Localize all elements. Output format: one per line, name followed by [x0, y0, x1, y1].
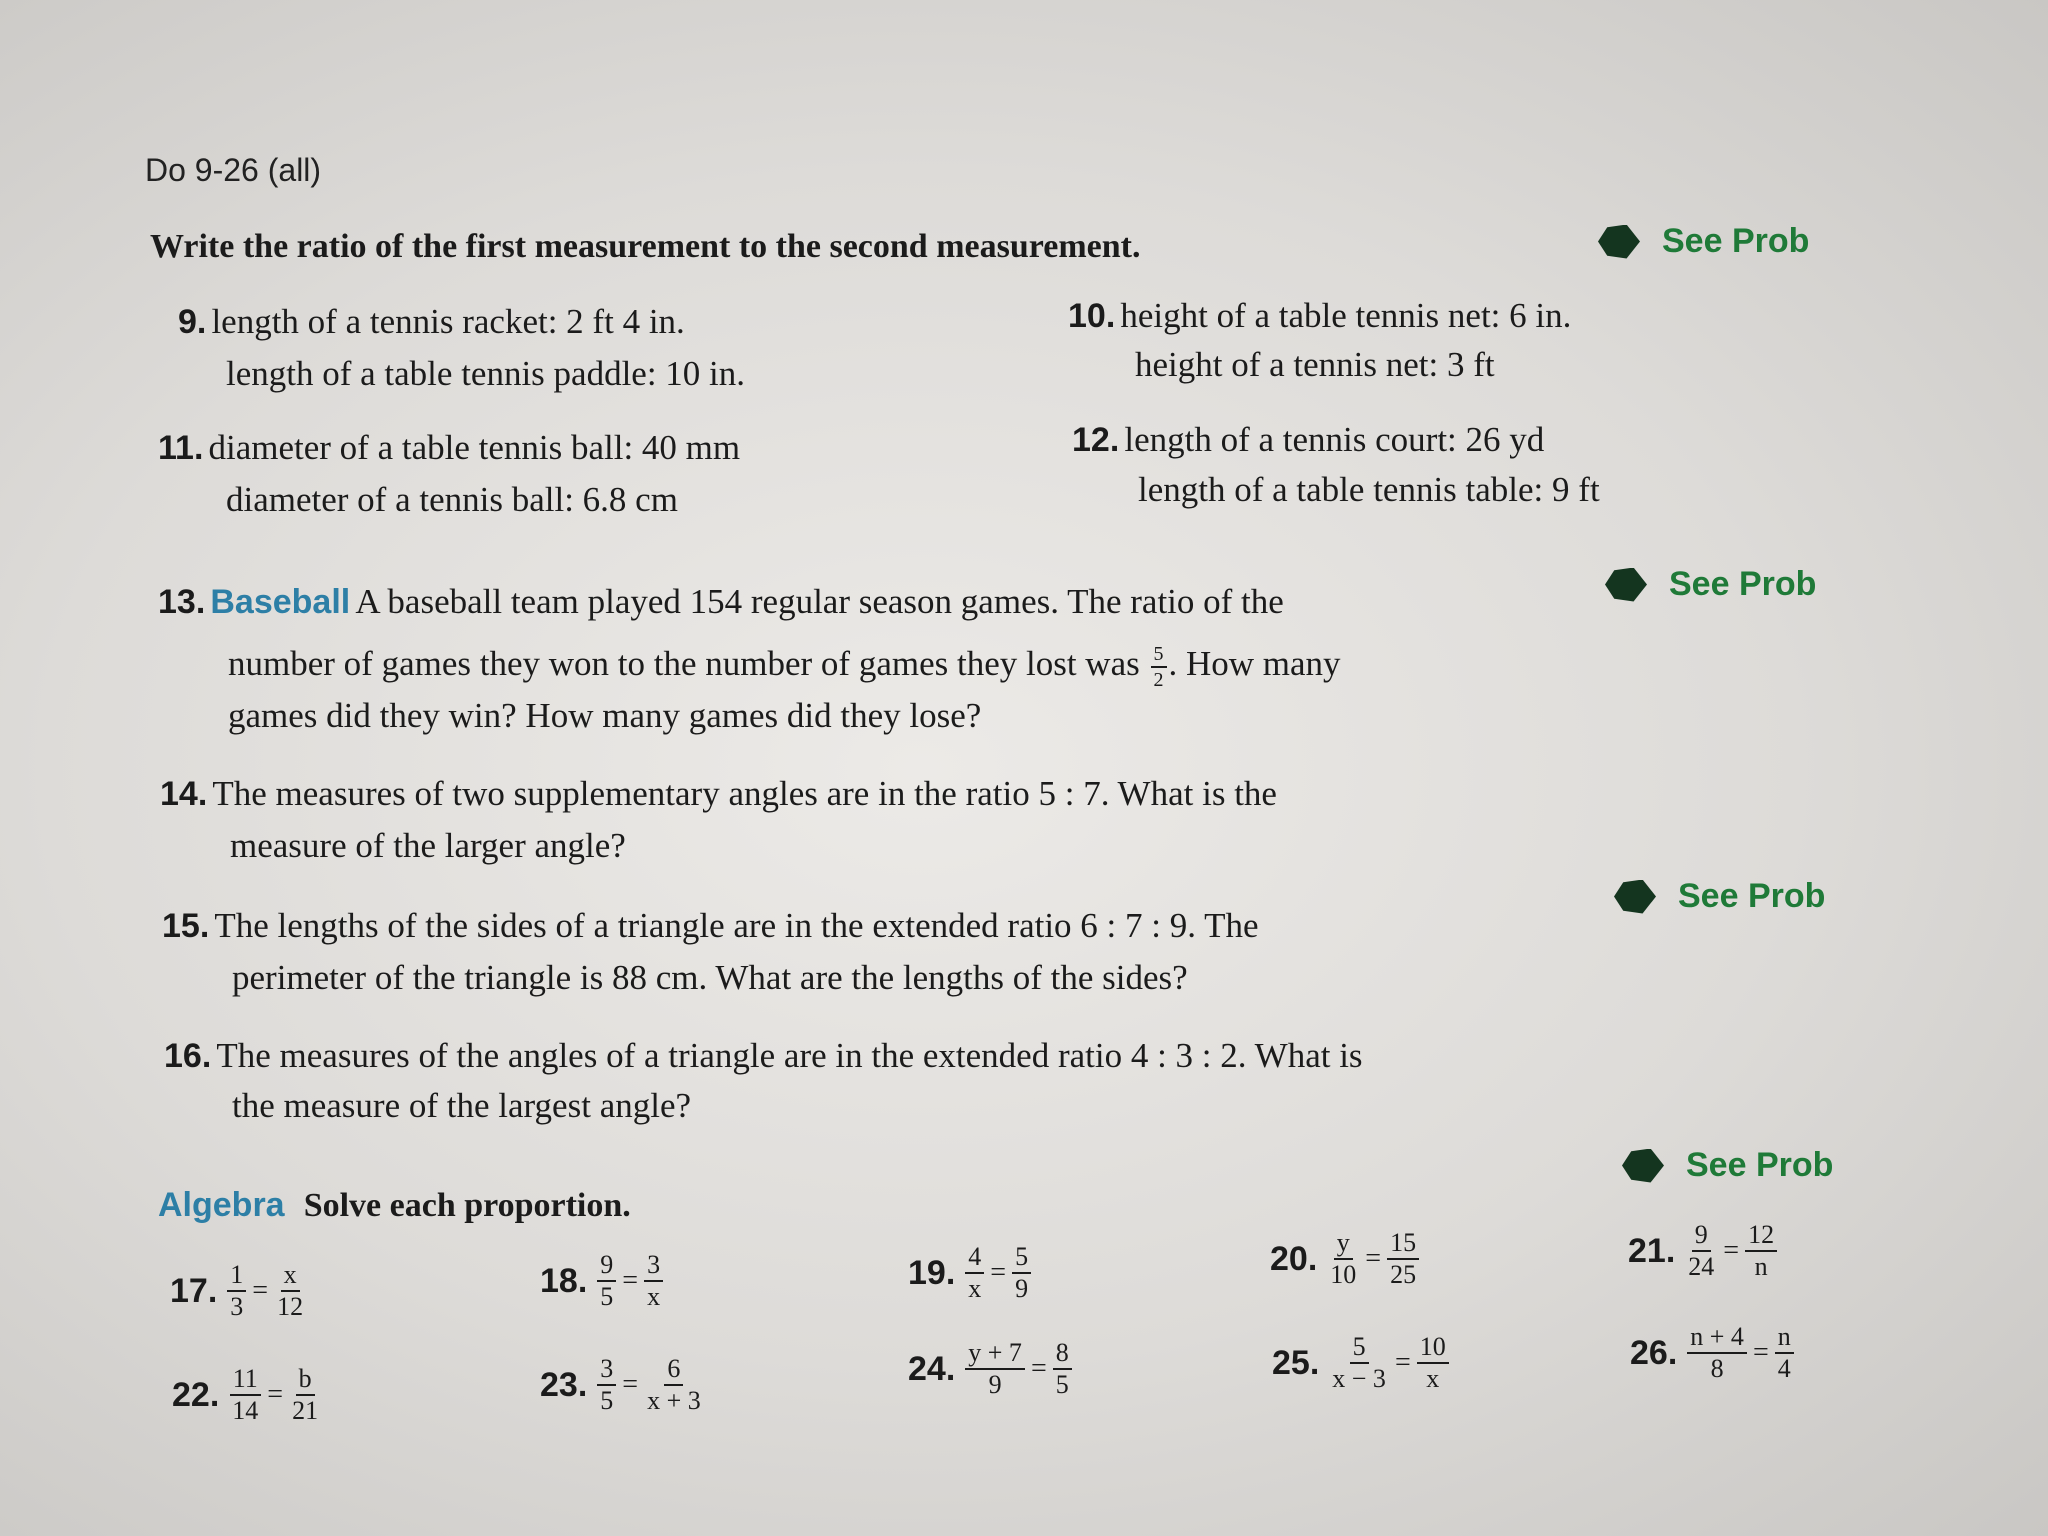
- problem-14-line2: measure of the larger angle?: [230, 826, 626, 865]
- fraction-left: [1687, 1324, 1747, 1382]
- denominator: 5: [600, 1282, 614, 1311]
- problem-12-line2: length of a table tennis table: 9 ft: [1138, 470, 1600, 509]
- pointer-icon: [1598, 225, 1640, 259]
- fraction-left: [965, 1340, 1025, 1398]
- problem-text: number of games they won to the number of games they lost was: [228, 644, 1140, 684]
- assignment-note: Do 9-26 (all): [145, 152, 322, 188]
- problem-number: 14.: [160, 775, 208, 813]
- numerator: x: [281, 1262, 300, 1292]
- problem-text: The measures of two supplementary angles are in the ratio 5 : 7. What is the: [212, 774, 1277, 813]
- problem-14: [160, 774, 1277, 814]
- problem-number: 23.: [540, 1365, 588, 1404]
- proportion-20: [1270, 1230, 1421, 1288]
- numerator: 9: [597, 1252, 616, 1282]
- problem-9: [178, 302, 685, 342]
- denominator: x − 3: [1332, 1364, 1386, 1393]
- equals-sign: =: [1365, 1243, 1382, 1274]
- fraction-left: [1327, 1230, 1359, 1288]
- numerator: n: [1775, 1324, 1794, 1354]
- fraction-left: [597, 1356, 616, 1414]
- numerator: 3: [644, 1252, 663, 1282]
- denominator: 21: [292, 1396, 319, 1425]
- fraction-right: [1745, 1222, 1777, 1280]
- denominator: x: [968, 1274, 982, 1303]
- numerator: y: [1334, 1230, 1353, 1260]
- see-prob-label: See Prob: [1678, 877, 1826, 915]
- see-prob-link-4[interactable]: [1622, 1146, 1833, 1185]
- problem-number: 18.: [540, 1261, 588, 1300]
- topic-label: Baseball: [210, 583, 351, 621]
- pointer-icon: [1614, 880, 1656, 914]
- numerator: 12: [1745, 1222, 1777, 1252]
- problem-number: 22.: [172, 1375, 220, 1414]
- see-prob-label: See Prob: [1662, 222, 1810, 260]
- problem-number: 25.: [1272, 1343, 1320, 1382]
- ratio-instruction: Write the ratio of the first measurement to the second measurement.: [150, 228, 1141, 265]
- fraction-right: [1053, 1340, 1072, 1398]
- proportion-19: [908, 1244, 1033, 1302]
- problem-text: diameter of a table tennis ball: 40 mm: [208, 428, 741, 467]
- denominator: 5: [600, 1386, 614, 1415]
- problem-15: [162, 906, 1259, 946]
- equals-sign: =: [267, 1379, 284, 1410]
- equals-sign: =: [622, 1369, 639, 1400]
- pointer-icon: [1605, 568, 1647, 602]
- algebra-instruction: [158, 1186, 631, 1225]
- problem-number: 24.: [908, 1349, 956, 1388]
- denominator: 9: [988, 1370, 1002, 1399]
- fraction-right: [289, 1366, 321, 1424]
- problem-13: [158, 582, 1284, 622]
- see-prob-link-1[interactable]: [1598, 222, 1809, 261]
- problem-13-line2: [228, 644, 1341, 690]
- numerator: 5: [1151, 644, 1167, 668]
- denominator: 24: [1688, 1252, 1715, 1281]
- proportion-18: [540, 1252, 665, 1310]
- numerator: 3: [597, 1356, 616, 1386]
- denominator: x + 3: [647, 1386, 701, 1415]
- topic-label: Algebra: [158, 1186, 285, 1224]
- equals-sign: =: [622, 1265, 639, 1296]
- problem-text: The lengths of the sides of a triangle are in the extended ratio 6 : 7 : 9. The: [214, 906, 1259, 945]
- fraction-left: [1329, 1334, 1389, 1392]
- proportion-21: [1628, 1222, 1779, 1280]
- fraction-right: [1417, 1334, 1449, 1392]
- fraction-left: [597, 1252, 616, 1310]
- numerator: 11: [230, 1366, 261, 1396]
- problem-number: 12.: [1072, 421, 1120, 459]
- problem-number: 20.: [1270, 1239, 1318, 1278]
- problem-number: 13.: [158, 583, 206, 621]
- proportion-24: [908, 1340, 1074, 1398]
- numerator: 5: [1012, 1244, 1031, 1274]
- problem-text: height of a table tennis net: 6 in.: [1120, 296, 1572, 335]
- problem-number: 17.: [170, 1271, 218, 1310]
- denominator: x: [647, 1282, 661, 1311]
- numerator: b: [296, 1366, 315, 1396]
- see-prob-label: See Prob: [1669, 565, 1817, 603]
- fraction-left: [965, 1244, 984, 1302]
- problem-text: . How many: [1168, 644, 1341, 684]
- numerator: 4: [965, 1244, 984, 1274]
- problem-number: 15.: [162, 907, 210, 945]
- problem-text: The measures of the angles of a triangle are in the extended ratio 4 : 3 : 2. What is: [216, 1036, 1363, 1075]
- numerator: n + 4: [1687, 1324, 1747, 1354]
- instruction-text: Solve each proportion.: [303, 1187, 631, 1224]
- fraction-left: [1685, 1222, 1717, 1280]
- fraction-left: [227, 1262, 246, 1320]
- equals-sign: =: [1723, 1235, 1740, 1266]
- see-prob-link-2[interactable]: [1605, 565, 1816, 604]
- numerator: 1: [227, 1262, 246, 1292]
- fraction-right: [644, 1252, 663, 1310]
- denominator: 10: [1330, 1260, 1357, 1289]
- denominator: 3: [230, 1292, 244, 1321]
- see-prob-label: See Prob: [1686, 1146, 1834, 1184]
- problem-10: [1068, 296, 1571, 336]
- pointer-icon: [1622, 1149, 1664, 1183]
- problem-16-line2: the measure of the largest angle?: [232, 1086, 692, 1125]
- problem-11-line2: diameter of a tennis ball: 6.8 cm: [226, 480, 678, 519]
- denominator: 5: [1055, 1370, 1069, 1399]
- problem-15-line2: perimeter of the triangle is 88 cm. What are the lengths of the sides?: [232, 958, 1188, 997]
- fraction-right: [1775, 1324, 1794, 1382]
- numerator: 15: [1387, 1230, 1419, 1260]
- proportion-23: [540, 1356, 706, 1414]
- problem-text: length of a tennis court: 26 yd: [1124, 420, 1545, 459]
- proportion-22: [172, 1366, 323, 1424]
- problem-text: A baseball team played 154 regular season games. The ratio of the: [355, 582, 1284, 621]
- numerator: y + 7: [965, 1340, 1025, 1370]
- problem-number: 16.: [164, 1037, 212, 1075]
- denominator: 12: [277, 1292, 304, 1321]
- numerator: 5: [1350, 1334, 1369, 1364]
- fraction-right: [644, 1356, 704, 1414]
- problem-number: 19.: [908, 1253, 956, 1292]
- problem-12: [1072, 420, 1544, 460]
- problem-number: 11.: [158, 429, 204, 467]
- problem-9-line2: length of a table tennis paddle: 10 in.: [226, 354, 746, 393]
- denominator: 8: [1710, 1354, 1724, 1383]
- problem-number: 9.: [178, 303, 207, 341]
- equals-sign: =: [1752, 1337, 1769, 1368]
- fraction: [1151, 644, 1167, 690]
- problem-10-line2: height of a tennis net: 3 ft: [1135, 345, 1495, 384]
- equals-sign: =: [990, 1257, 1007, 1288]
- numerator: 6: [664, 1356, 683, 1386]
- problem-number: 21.: [1628, 1231, 1676, 1270]
- denominator: 14: [232, 1396, 259, 1425]
- equals-sign: =: [252, 1275, 269, 1306]
- problem-11: [158, 428, 740, 468]
- numerator: 9: [1692, 1222, 1711, 1252]
- problem-number: 10.: [1068, 297, 1116, 335]
- denominator: x: [1426, 1364, 1440, 1393]
- fraction-left: [229, 1366, 261, 1424]
- fraction-right: [274, 1262, 306, 1320]
- proportion-25: [1272, 1334, 1451, 1392]
- denominator: 25: [1390, 1260, 1417, 1289]
- denominator: 4: [1777, 1354, 1791, 1383]
- proportion-26: [1630, 1324, 1796, 1382]
- fraction-right: [1012, 1244, 1031, 1302]
- problem-13-line3: games did they win? How many games did they lose?: [228, 696, 982, 735]
- numerator: 10: [1417, 1334, 1449, 1364]
- see-prob-link-3[interactable]: [1614, 877, 1825, 916]
- denominator: n: [1754, 1252, 1768, 1281]
- equals-sign: =: [1394, 1347, 1411, 1378]
- proportion-17: [170, 1262, 308, 1320]
- problem-16: [164, 1036, 1363, 1076]
- equals-sign: =: [1030, 1353, 1047, 1384]
- denominator: 9: [1015, 1274, 1029, 1303]
- problem-number: 26.: [1630, 1333, 1678, 1372]
- denominator: 2: [1153, 669, 1164, 691]
- problem-text: length of a tennis racket: 2 ft 4 in.: [211, 302, 685, 341]
- numerator: 8: [1053, 1340, 1072, 1370]
- fraction-right: [1387, 1230, 1419, 1288]
